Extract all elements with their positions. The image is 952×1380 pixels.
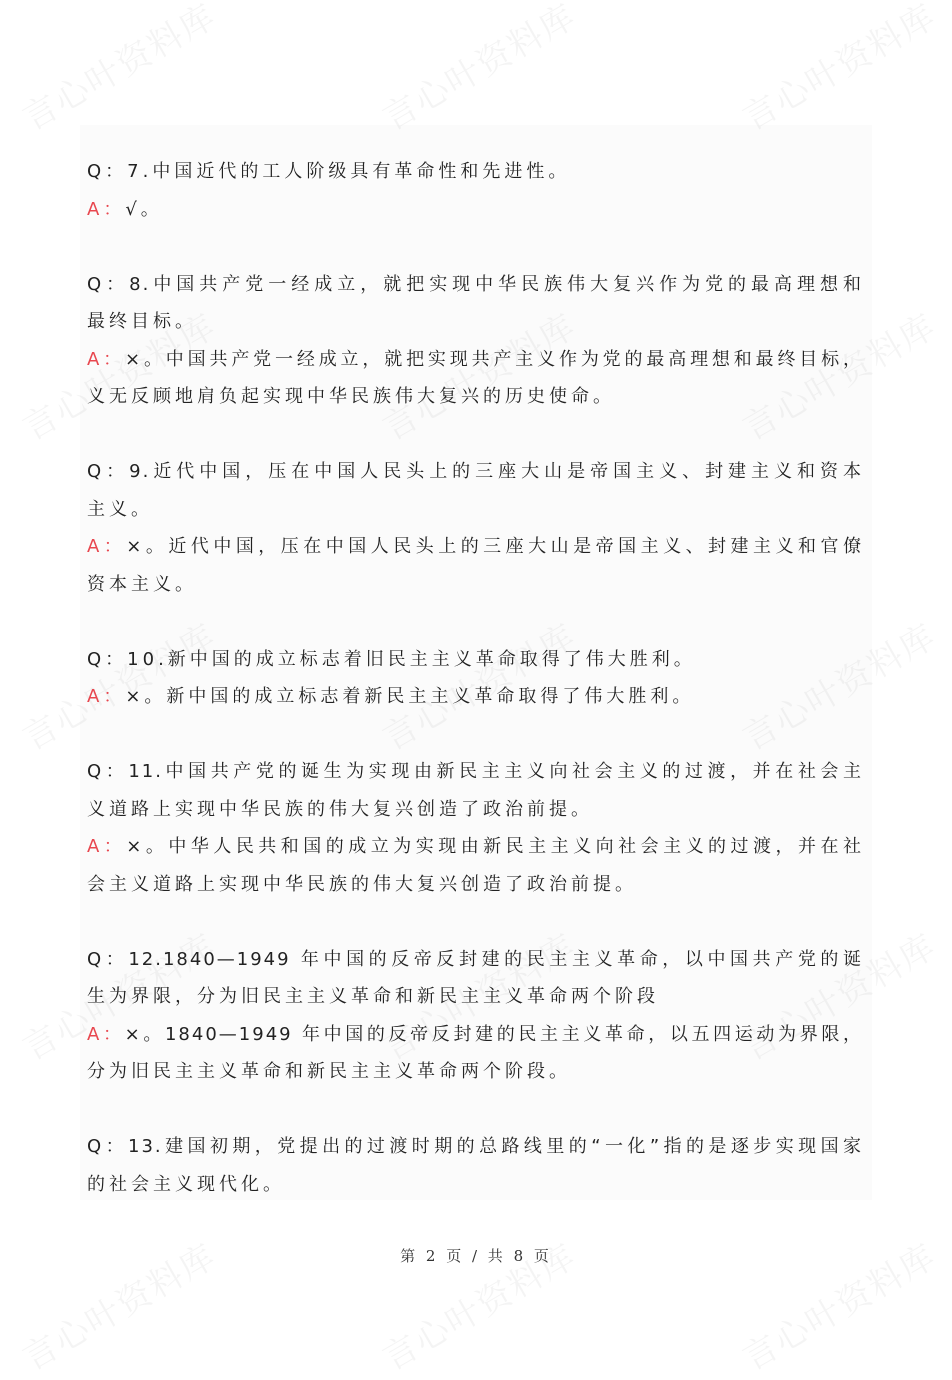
question-text: 10.新中国的成立标志着旧民主主义革命取得了伟大胜利。: [127, 648, 696, 670]
answer-text: ×。中国共产党一经成立，就把实现共产主义作为党的最高理想和最终目标，: [125, 348, 863, 370]
answer-line: [87, 1053, 863, 1091]
qa-item: [87, 753, 863, 903]
answer-text: ×。近代中国，压在中国人民头上的三座大山是帝国主义、封建主义和官僚: [126, 536, 863, 557]
answer-text: ×。新中国的成立标志着新民主主义革命取得了伟大胜利。: [125, 686, 695, 707]
question-text: 9.近代中国，压在中国人民头上的三座大山是帝国主义、封建主义和资本: [129, 461, 864, 482]
question-line: [87, 491, 863, 529]
answer-text: ×。1840—1949 年中国的反帝反封建的民主主义革命，以五四运动为界限，: [124, 1023, 863, 1045]
answer-prefix: A：: [87, 836, 127, 857]
question-line: [87, 791, 863, 829]
question-text: 11.中国共产党的诞生为实现由新民主主义向社会主义的过渡，并在社会主: [128, 761, 864, 782]
answer-line: [87, 678, 863, 716]
question-prefix: Q：: [87, 1136, 129, 1157]
watermark: [12, 0, 224, 140]
answer-text: 会主义道路上实现中华民族的伟大复兴创造了政治前提。: [87, 873, 637, 895]
answer-line: [87, 378, 863, 416]
page-footer: 第 2 页 / 共 8 页: [400, 1247, 552, 1265]
question-line: [87, 1166, 863, 1204]
answer-text: 义无反顾地肩负起实现中华民族伟大复兴的历史使命。: [87, 386, 615, 407]
question-line: [87, 941, 863, 979]
watermark: [372, 0, 584, 140]
question-text: 12.1840—1949 年中国的反帝反封建的民主主义革命，以中国共产党的诞: [128, 948, 863, 970]
answer-prefix: A：: [87, 198, 126, 220]
question-prefix: Q：: [87, 461, 130, 482]
question-prefix: Q：: [87, 761, 129, 782]
question-line: [87, 266, 863, 304]
answer-line: [87, 191, 863, 229]
answer-prefix: A：: [87, 1023, 125, 1045]
question-prefix: Q：: [87, 273, 130, 295]
question-prefix: Q：: [87, 648, 128, 670]
answer-prefix: A：: [87, 348, 126, 370]
question-line: [87, 153, 863, 191]
qa-item: [87, 641, 863, 716]
watermark: [732, 0, 944, 140]
qa-item: [87, 453, 863, 603]
question-line: [87, 978, 863, 1016]
answer-text: √。: [125, 198, 163, 220]
question-text: 义道路上实现中华民族的伟大复兴创造了政治前提。: [87, 798, 593, 820]
answer-line: [87, 866, 863, 904]
answer-text: 分为旧民主主义革命和新民主主义革命两个阶段。: [87, 1061, 571, 1082]
question-text: 最终目标。: [87, 311, 197, 332]
question-text: 的社会主义现代化。: [87, 1173, 285, 1195]
answer-prefix: A：: [87, 536, 127, 557]
question-line: [87, 303, 863, 341]
qa-item: [87, 266, 863, 416]
question-prefix: Q：: [87, 948, 129, 970]
question-text: 8.中国共产党一经成立，就把实现中华民族伟大复兴作为党的最高理想和: [129, 273, 864, 295]
qa-item: [87, 941, 863, 1091]
answer-prefix: A：: [87, 686, 126, 707]
answer-line: [87, 528, 863, 566]
question-prefix: Q：: [87, 161, 128, 182]
question-text: 生为界限，分为旧民主主义革命和新民主主义革命两个阶段: [87, 986, 659, 1007]
question-line: [87, 753, 863, 791]
question-line: [87, 641, 863, 679]
answer-text: ×。中华人民共和国的成立为实现由新民主主义向社会主义的过渡，并在社: [126, 836, 863, 857]
qa-item: [87, 1128, 863, 1203]
question-text: 13.建国初期，党提出的过渡时期的总路线里的“一化”指的是逐步实现国家: [128, 1136, 863, 1157]
question-line: [87, 1128, 863, 1166]
qa-item: [87, 153, 863, 228]
question-text: 主义。: [87, 498, 153, 520]
qa-list: [87, 153, 863, 1241]
question-text: 7.中国近代的工人阶级具有革命性和先进性。: [127, 161, 571, 182]
question-line: [87, 453, 863, 491]
answer-line: [87, 341, 863, 379]
answer-line: [87, 1016, 863, 1054]
answer-line: [87, 828, 863, 866]
answer-text: 资本主义。: [87, 573, 197, 595]
answer-line: [87, 566, 863, 604]
